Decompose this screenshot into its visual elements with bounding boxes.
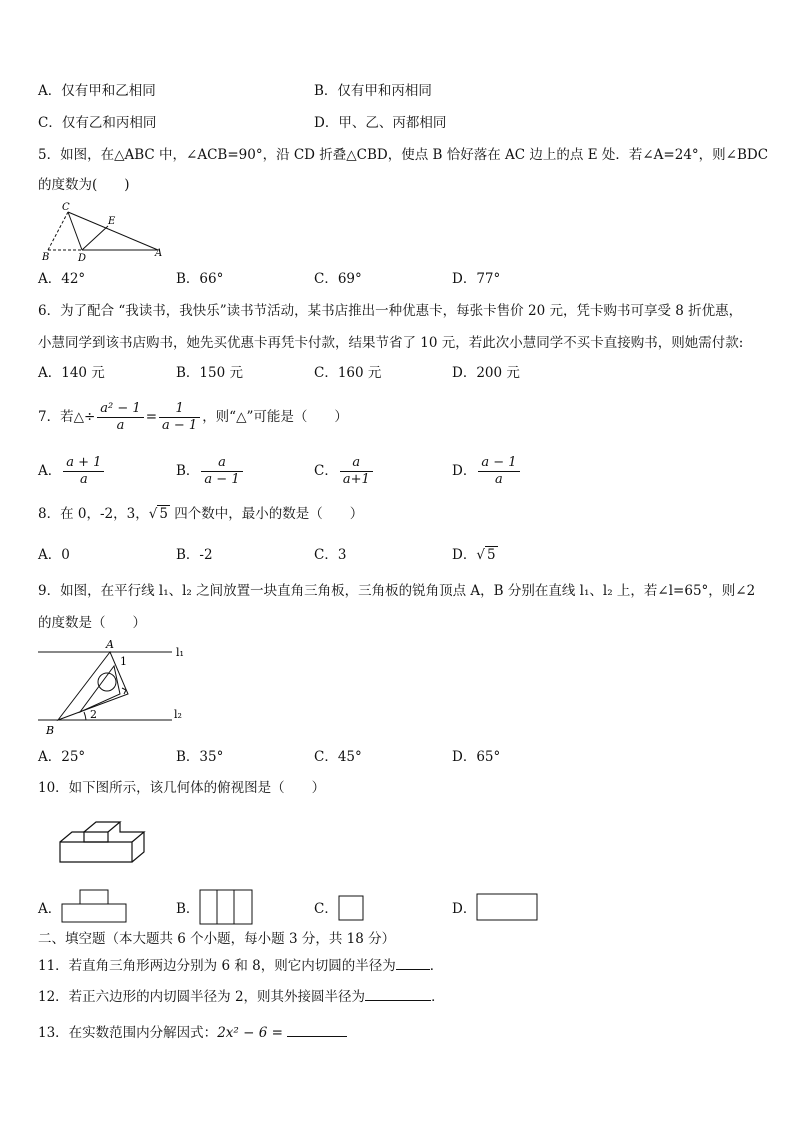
q5-segment-bc — [48, 212, 68, 250]
q7-option-d-denominator: a — [495, 472, 503, 487]
q7-rhs-denominator: a − 1 — [162, 418, 198, 433]
q7-option-d — [452, 454, 522, 488]
q9-label-l2: l₂ — [174, 708, 182, 721]
q7-option-c-denominator: a+1 — [342, 472, 370, 487]
section-title-fill-in: 二、填空题（本大题共 6 个小题，每小题 3 分，共 18 分） — [38, 931, 396, 947]
q7-equals: = — [145, 409, 157, 425]
q7-suffix: ，则“△”可能是（ ） — [202, 409, 348, 425]
q13-expression: 2x² − 6 — [217, 1025, 268, 1041]
q10-stem: 10．如下图所示，该几何体的俯视图是（ ） — [38, 780, 326, 796]
q8-option-c: C．3 — [314, 547, 347, 563]
q9-label-angle1: 1 — [120, 655, 127, 668]
q5-stem-line2: 的度数为( ) — [38, 177, 130, 193]
q7-option-d-numerator: a − 1 — [478, 455, 519, 472]
q8-sqrt: √ 5 — [148, 506, 168, 522]
q9-option-c: C．45° — [314, 749, 362, 765]
q7-option-b-numerator: a — [201, 455, 242, 472]
q11-answer-blank[interactable] — [396, 969, 430, 970]
q9-option-b: B．35° — [176, 749, 224, 765]
q5-label-d: D — [78, 253, 87, 264]
q9-parallel-lines-figure — [36, 636, 196, 740]
q10-solid-figure — [56, 818, 152, 866]
q7-option-a — [38, 454, 106, 488]
q8-option-d-label: D． — [452, 547, 477, 563]
q5-label-a: A — [155, 248, 163, 259]
q7-option-b-label: B． — [176, 463, 200, 479]
q9-stem-line2: 的度数是（ ） — [38, 615, 146, 631]
q13-answer-blank[interactable] — [287, 1036, 347, 1037]
q8-stem — [38, 505, 363, 523]
q6-stem-line1: 6．为了配合 “我读书，我快乐”读书节活动，某书店推出一种优惠卡，每张卡售价 20 元，凭卡购书可享受 8 折优惠， — [38, 303, 743, 319]
q12-stem — [38, 988, 445, 1006]
q6-option-d: D．200 元 — [452, 365, 520, 381]
q9-option-a: A．25° — [38, 749, 86, 765]
q7-option-b — [176, 454, 245, 488]
q8-prefix: 8．在 0，-2，3， — [38, 506, 149, 522]
q10-option-c-label: C． — [314, 901, 338, 917]
q9-angle2-arc — [84, 712, 86, 720]
q10-option-d-figure — [475, 892, 541, 924]
q5-option-a: A．42° — [38, 271, 86, 287]
q9-triangle-ruler-inner — [80, 666, 120, 712]
q9-label-a: A — [106, 638, 114, 651]
q7-option-c — [314, 454, 375, 488]
q9-label-angle2: 2 — [90, 708, 97, 721]
q10-option-b-figure — [198, 888, 256, 926]
q6-option-c: C．160 元 — [314, 365, 382, 381]
q7-prefix: 7．若△÷ — [38, 409, 96, 425]
q7-option-c-numerator: a — [340, 455, 373, 472]
q5-option-d: D．77° — [452, 271, 501, 287]
q13-equals: = — [267, 1025, 288, 1041]
q4-option-c: C．仅有乙和丙相同 — [38, 115, 157, 131]
q7-option-c-label: C． — [314, 463, 338, 479]
q9-option-d: D．65° — [452, 749, 501, 765]
q7-option-d-fraction — [478, 455, 519, 488]
q8-option-a: A．0 — [38, 547, 70, 563]
q8-option-d-radicand: 5 — [486, 547, 496, 563]
q10-option-c-figure — [337, 894, 367, 922]
q9-label-b: B — [46, 724, 55, 737]
q8-option-d — [452, 546, 498, 564]
q11-text: 11．若直角三角形两边分别为 6 和 8，则它内切圆的半径为 — [38, 958, 396, 974]
q5-label-b: B — [42, 252, 50, 263]
q5-label-e: E — [108, 216, 116, 227]
q5-label-c: C — [62, 202, 70, 213]
q4-option-a: A．仅有甲和乙相同 — [38, 83, 156, 99]
q7-lhs-denominator: a — [116, 418, 125, 433]
q5-triangle-figure — [40, 202, 170, 264]
q7-option-b-denominator: a − 1 — [204, 472, 240, 487]
q6-option-a: A．140 元 — [38, 365, 105, 381]
q4-option-b: B．仅有甲和丙相同 — [314, 83, 432, 99]
q7-lhs-fraction — [97, 401, 143, 434]
q11-stem — [38, 957, 443, 975]
q8-suffix: 四个数中，最小的数是（ ） — [169, 506, 364, 522]
q7-lhs-numerator: a² − 1 — [97, 401, 143, 418]
q7-option-c-fraction — [340, 455, 373, 488]
q5-segment-cd — [68, 212, 82, 250]
q7-option-b-fraction — [201, 455, 242, 488]
q4-option-d: D．甲、乙、丙都相同 — [314, 115, 447, 131]
q7-option-a-denominator: a — [79, 472, 88, 487]
q7-rhs-fraction — [159, 401, 200, 434]
q7-rhs-numerator: 1 — [159, 401, 200, 418]
q8-option-b: B．-2 — [176, 547, 213, 563]
q13-stem — [38, 1024, 347, 1042]
q9-stem-line1: 9．如图，在平行线 l₁、l₂ 之间放置一块直角三角板，三角板的锐角顶点 A，B 分别在直线 l₁、l₂ 上，若∠l=65°，则∠2 — [38, 583, 756, 599]
q10-option-a-label: A． — [38, 901, 62, 917]
q6-option-b: B．150 元 — [176, 365, 243, 381]
q7-option-a-label: A． — [38, 463, 62, 479]
q10-option-b-label: B． — [176, 901, 200, 917]
q12-period: ． — [431, 989, 445, 1005]
q7-option-d-label: D． — [452, 463, 477, 479]
q5-segment-de — [82, 226, 108, 250]
q12-answer-blank[interactable] — [365, 1000, 431, 1001]
q5-option-c: C．69° — [314, 271, 362, 287]
q7-option-a-fraction — [63, 455, 104, 488]
q5-stem-line1: 5．如图，在△ABC 中，∠ACB=90°，沿 CD 折叠△CBD，使点 B 恰好落在 AC 边上的点 E 处．若∠A=24°，则∠BDC — [38, 147, 769, 163]
q10-option-d-label: D． — [452, 901, 477, 917]
q13-prefix: 13．在实数范围内分解因式： — [38, 1025, 218, 1041]
q9-label-l1: l₁ — [176, 646, 184, 659]
q5-option-b: B．66° — [176, 271, 224, 287]
q7-stem — [38, 400, 348, 434]
q11-period: ． — [429, 958, 444, 974]
q6-stem-line2: 小慧同学到该书店购书，她先买优惠卡再凭卡付款，结果节省了 10 元，若此次小慧同学不买卡直接购书，则她需付款: — [38, 335, 744, 351]
q7-option-a-numerator: a + 1 — [63, 455, 104, 472]
q10-option-a-figure — [60, 888, 130, 924]
q8-option-d-sqrt: √ 5 — [476, 547, 496, 563]
q8-radicand: 5 — [159, 506, 168, 522]
q12-text: 12．若正六边形的内切圆半径为 2，则其外接圆半径为 — [38, 989, 366, 1005]
